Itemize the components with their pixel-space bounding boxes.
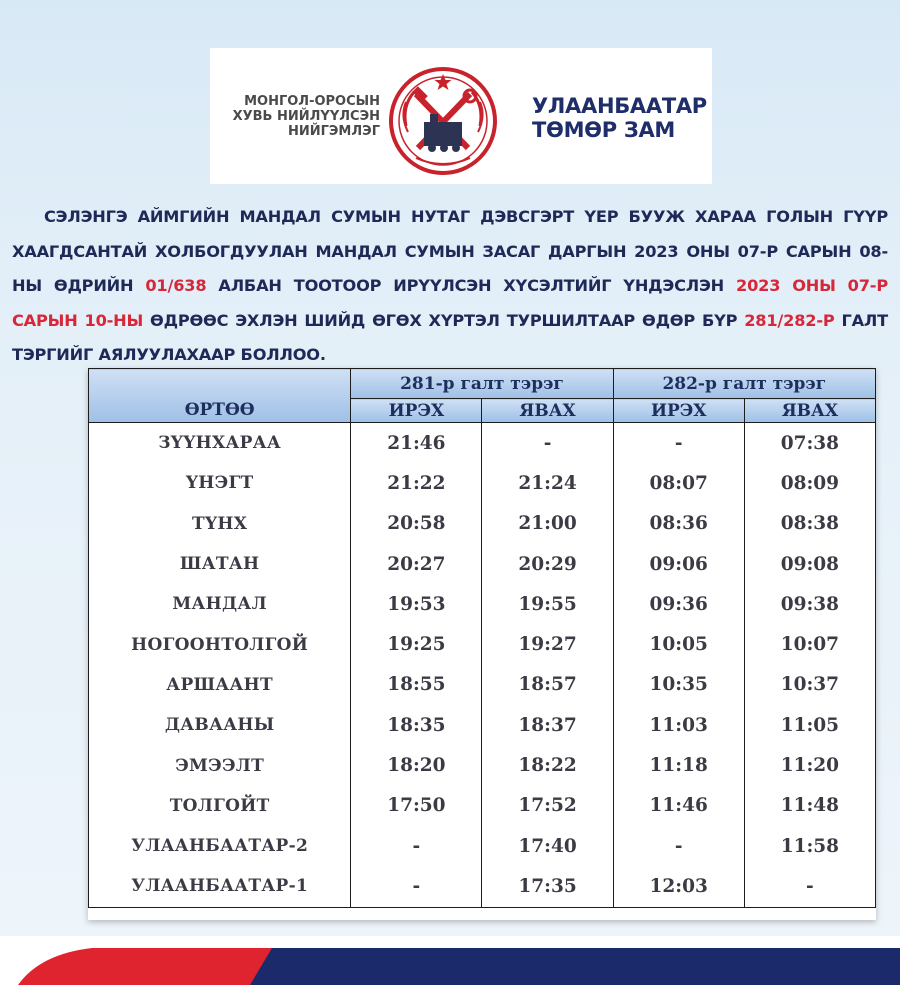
station-name: ТОЛГОЙТ	[89, 786, 351, 826]
train-281-departure: 19:27	[482, 624, 613, 664]
train-281-arrival: -	[351, 866, 482, 907]
schedule-table-container	[88, 368, 876, 920]
train-282-departure: 08:09	[744, 463, 875, 503]
train-281-departure: 21:24	[482, 463, 613, 503]
train-281-depart-header: ЯВАХ	[482, 399, 613, 423]
schedule-table	[88, 368, 876, 908]
train-281-header: 281-р галт тэрэг	[351, 369, 613, 399]
train-281-arrival: 21:22	[351, 463, 482, 503]
announcement-part-4: ГАЛТ ТЭРГИЙГ АЯЛУУЛАХААР БОЛЛОО.	[12, 310, 888, 364]
station-name: АРШААНТ	[89, 665, 351, 705]
start-date: 2023 ОНЫ 07-Р САРЫН 10-НЫ	[12, 276, 888, 330]
train-281-departure: -	[482, 423, 613, 464]
train-281-arrival: 21:46	[351, 423, 482, 464]
station-name: ЭМЭЭЛТ	[89, 745, 351, 785]
train-282-departure: 07:38	[744, 423, 875, 464]
table-row	[89, 624, 876, 664]
train-282-departure: 11:20	[744, 745, 875, 785]
table-row	[89, 584, 876, 624]
station-name: МАНДАЛ	[89, 584, 351, 624]
train-281-arrive-header: ИРЭХ	[351, 399, 482, 423]
train-282-departure: 11:48	[744, 786, 875, 826]
train-282-depart-header: ЯВАХ	[744, 399, 875, 423]
station-column-header: ӨРТӨӨ	[89, 369, 351, 423]
train-281-departure: 18:37	[482, 705, 613, 745]
train-282-arrival: 09:36	[613, 584, 744, 624]
station-name: ТҮНХ	[89, 504, 351, 544]
table-row	[89, 705, 876, 745]
decorative-footer-stripes	[0, 936, 900, 985]
table-row	[89, 786, 876, 826]
station-name: ШАТАН	[89, 544, 351, 584]
station-name: ДАВААНЫ	[89, 705, 351, 745]
train-282-arrival: 08:36	[613, 504, 744, 544]
station-name: ЗҮҮНХАРАА	[89, 423, 351, 464]
train-281-departure: 19:55	[482, 584, 613, 624]
train-281-departure: 17:35	[482, 866, 613, 907]
announcement-part-1: СЭЛЭНГЭ АЙМГИЙН МАНДАЛ СУМЫН НУТАГ ДЭВСГЭРТ ҮЕР БУУЖ ХАРАА ГОЛЫН ГҮҮР ХААГДСАНТАЙ ХОЛБОГДУУЛАН МАНДАЛ СУМЫН ЗАСАГ ДАРГЫН 2023 ОНЫ 07-Р САРЫН 08-НЫ ӨДРИЙН	[12, 207, 888, 295]
train-281-arrival: 18:35	[351, 705, 482, 745]
train-281-arrival: 18:55	[351, 665, 482, 705]
train-282-departure: 11:58	[744, 826, 875, 866]
train-282-departure: -	[744, 866, 875, 907]
train-282-arrival: 10:05	[613, 624, 744, 664]
train-282-arrival: -	[613, 826, 744, 866]
ubtz-emblem-icon	[388, 66, 498, 176]
train-282-arrival: 11:46	[613, 786, 744, 826]
train-numbers: 281/282-Р	[744, 310, 835, 330]
org-line-2: ХУВЬ НИЙЛҮҮЛСЭН	[232, 109, 380, 124]
table-row	[89, 463, 876, 503]
train-281-arrival: 18:20	[351, 745, 482, 785]
train-281-departure: 17:40	[482, 826, 613, 866]
letter-number: 01/638	[145, 276, 207, 295]
train-282-departure: 09:08	[744, 544, 875, 584]
org-line-1: МОНГОЛ-ОРОСЫН	[244, 94, 380, 109]
brand-name	[532, 94, 707, 142]
table-row	[89, 544, 876, 584]
train-281-departure: 18:57	[482, 665, 613, 705]
train-281-departure: 17:52	[482, 786, 613, 826]
station-name: УЛААНБААТАР-1	[89, 866, 351, 907]
train-282-header: 282-р галт тэрэг	[613, 369, 875, 399]
train-281-arrival: -	[351, 826, 482, 866]
table-row	[89, 745, 876, 785]
logo-banner	[210, 48, 712, 184]
train-281-arrival: 19:25	[351, 624, 482, 664]
announcement-part-3: ӨДРӨӨС ЭХЛЭН ШИЙД ӨГӨХ ХҮРТЭЛ ТУРШИЛТААР ӨДӨР БҮР	[143, 310, 745, 330]
train-282-arrival: 11:03	[613, 705, 744, 745]
table-row	[89, 504, 876, 544]
table-row	[89, 866, 876, 907]
train-281-departure: 20:29	[482, 544, 613, 584]
brand-line-2: ТӨМӨР ЗАМ	[532, 118, 675, 142]
train-281-departure: 18:22	[482, 745, 613, 785]
station-name: ҮНЭГТ	[89, 463, 351, 503]
train-282-departure: 10:37	[744, 665, 875, 705]
train-282-arrival: 10:35	[613, 665, 744, 705]
train-282-departure: 10:07	[744, 624, 875, 664]
train-282-arrive-header: ИРЭХ	[613, 399, 744, 423]
org-line-3: НИЙГЭМЛЭГ	[287, 124, 380, 139]
station-name: УЛААНБААТАР-2	[89, 826, 351, 866]
train-282-departure: 09:38	[744, 584, 875, 624]
announcement-part-2: АЛБАН ТООТООР ИРҮҮЛСЭН ХҮСЭЛТИЙГ ҮНДЭСЛЭН	[206, 276, 736, 295]
train-281-arrival: 17:50	[351, 786, 482, 826]
train-281-arrival: 20:58	[351, 504, 482, 544]
train-281-arrival: 19:53	[351, 584, 482, 624]
table-row	[89, 423, 876, 464]
table-row	[89, 665, 876, 705]
train-282-arrival: 08:07	[613, 463, 744, 503]
partner-org-name	[220, 94, 380, 139]
announcement-text	[12, 200, 888, 373]
train-282-arrival: 09:06	[613, 544, 744, 584]
train-282-arrival: 11:18	[613, 745, 744, 785]
train-281-departure: 21:00	[482, 504, 613, 544]
train-282-arrival: -	[613, 423, 744, 464]
brand-line-1: УЛААНБААТАР	[532, 94, 707, 118]
train-281-arrival: 20:27	[351, 544, 482, 584]
train-282-departure: 11:05	[744, 705, 875, 745]
train-282-arrival: 12:03	[613, 866, 744, 907]
train-282-departure: 08:38	[744, 504, 875, 544]
table-row	[89, 826, 876, 866]
station-name: НОГООНТОЛГОЙ	[89, 624, 351, 664]
